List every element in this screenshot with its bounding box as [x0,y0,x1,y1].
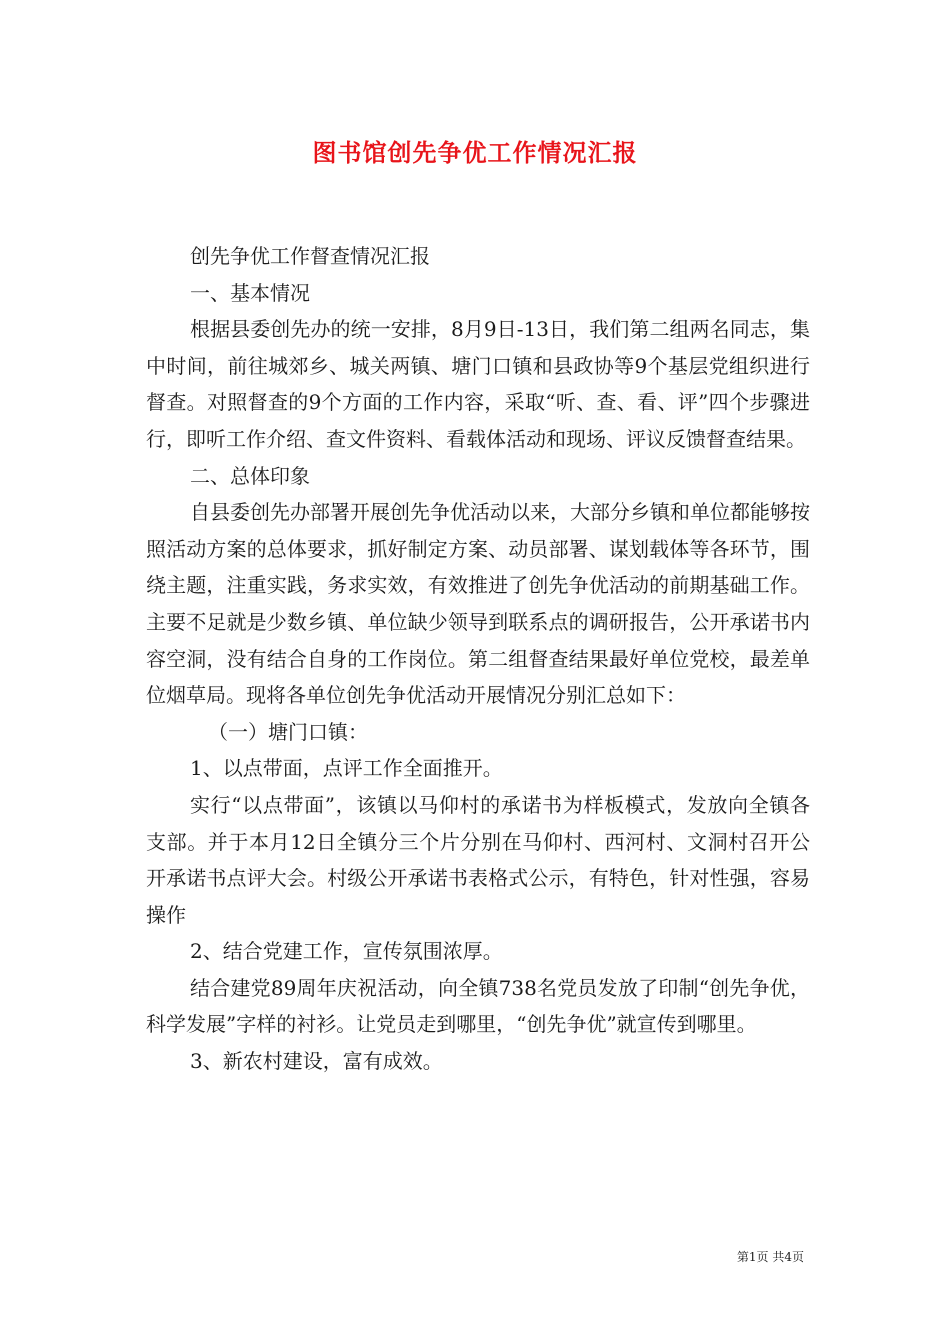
page-number-footer: 第1页 共4页 [736,1250,804,1264]
heading-basic-situation: 一、基本情况 [190,280,310,305]
heading-item-1: 1、以点带面，点评工作全面推开。 [190,756,503,781]
paragraph-item-1: 实行“以点带面”，该镇以马仰村的承诺书为样板模式，发放向全镇各支部。并于本月12日全镇分三个片分别在马仰村、西河村、文洞村召开公开承诺书点评大会。村级公开承诺书表格式公示，有特色，针对性强，容易操作 [146,792,810,927]
paragraph-overall-impression: 自县委创先办部署开展创先争优活动以来，大部分乡镇和单位都能够按照活动方案的总体要求，抓好制定方案、动员部署、谋划载体等各环节，围绕主题，注重实践，务求实效，有效推进了创先争优活动的前期基础工作。主要不足就是少数乡镇、单位缺少领导到联系点的调研报告，公开承诺书内容空洞，没有结合自身的工作岗位。第二组督查结果最好单位党校，最差单位烟草局。现将各单位创先争优活动开展情况分别汇总如下： [146,500,810,708]
heading-item-3: 3、新农村建设，富有成效。 [190,1049,443,1074]
paragraph-item-2: 结合建党89周年庆祝活动，向全镇738名党员发放了印制“创先争优，科学发展”字样的衬衫。让党员走到哪里，“创先争优”就宣传到哪里。 [146,975,810,1037]
heading-overall-impression: 二、总体印象 [190,463,310,488]
document-body [146,238,810,1080]
heading-item-2: 2、结合党建工作，宣传氛围浓厚。 [190,939,503,964]
document-title: 图书馆创先争优工作情况汇报 [312,138,638,167]
heading-tangmenkou-town: （一）塘门口镇： [208,719,368,744]
paragraph-basic-situation: 根据县委创先办的统一安排，8月9日-13日，我们第二组两名同志，集中时间，前往城郊乡、城关两镇、塘门口镇和县政协等9个基层党组织进行督查。对照督查的9个方面的工作内容，采取“听、查、看、评”四个步骤进行，即听工作介绍、查文件资料、看载体活动和现场、评议反馈督查结果。 [146,317,810,451]
paragraph-subtitle: 创先争优工作督查情况汇报 [190,244,430,268]
